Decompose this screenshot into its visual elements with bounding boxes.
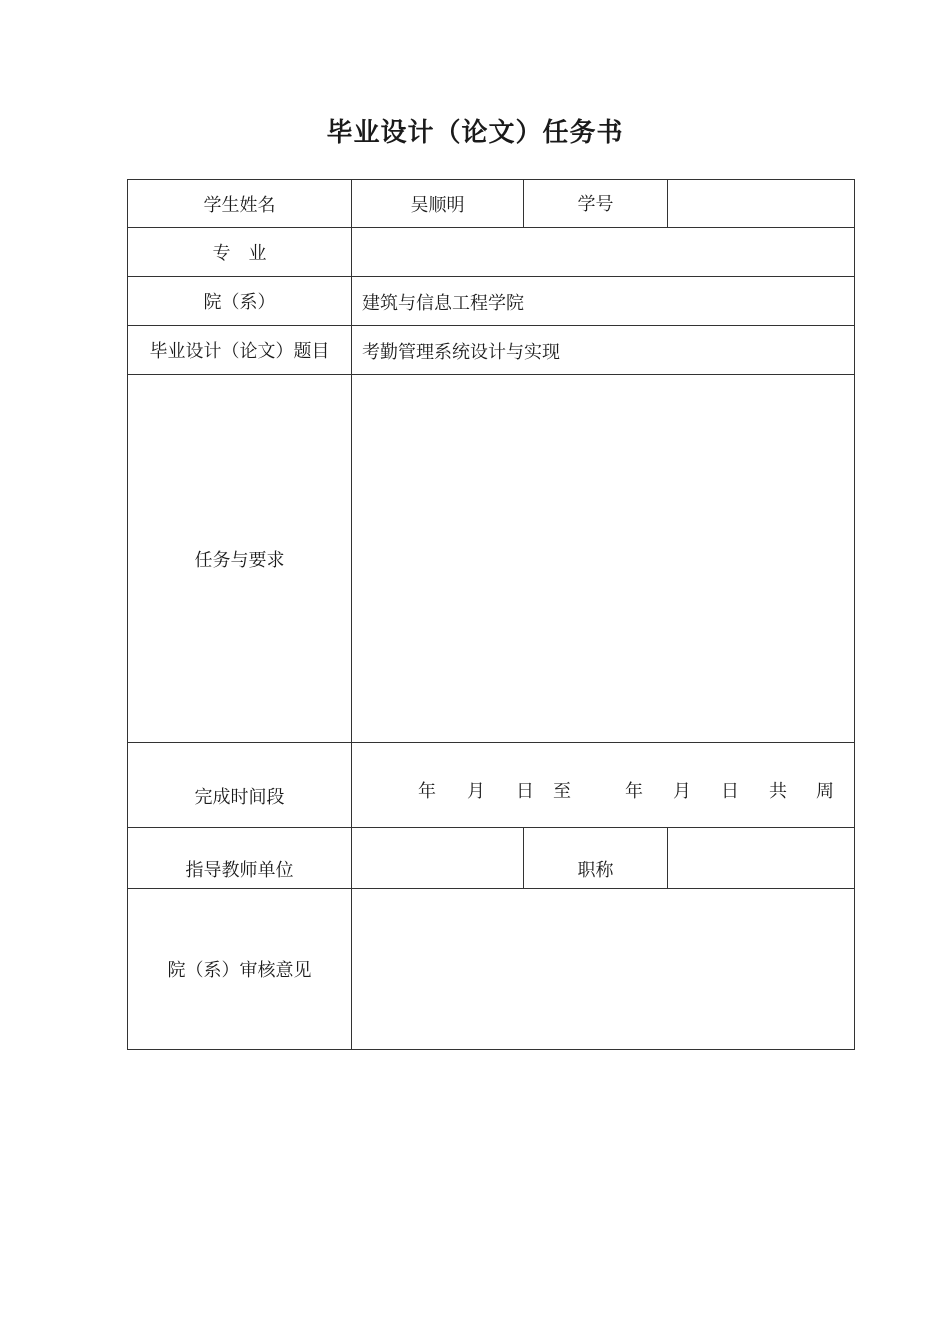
period-total: 共 (769, 781, 787, 802)
task-value (352, 375, 855, 743)
department-row (128, 277, 855, 326)
period-value (352, 743, 855, 828)
department-value: 建筑与信息工程学院 (352, 277, 855, 326)
title-rank-label: 职称 (524, 828, 668, 889)
advisor-unit-value (352, 828, 524, 889)
period-month-1: 月 (467, 781, 485, 802)
student-id-label: 学号 (524, 180, 668, 228)
review-label: 院（系）审核意见 (128, 889, 352, 1050)
student-row (128, 180, 855, 228)
major-value (352, 228, 855, 277)
document-title: 毕业设计（论文）任务书 (326, 118, 624, 148)
task-label: 任务与要求 (128, 375, 352, 743)
topic-value: 考勤管理系统设计与实现 (352, 326, 855, 375)
student-name-label: 学生姓名 (128, 180, 352, 228)
review-value (352, 889, 855, 1050)
period-row (128, 743, 855, 828)
period-label: 完成时间段 (128, 743, 352, 828)
period-day-1: 日 (516, 781, 534, 802)
period-year-1: 年 (418, 781, 436, 802)
advisor-unit-label: 指导教师单位 (128, 828, 352, 889)
title-rank-value (668, 828, 855, 889)
topic-row (128, 326, 855, 375)
major-row (128, 228, 855, 277)
advisor-row (128, 828, 855, 889)
period-month-2: 月 (673, 781, 691, 802)
period-year-2: 年 (625, 781, 643, 802)
topic-label: 毕业设计（论文）题目 (128, 326, 352, 375)
review-row (128, 889, 855, 1050)
department-label: 院（系） (128, 277, 352, 326)
period-to: 至 (553, 781, 571, 802)
student-id-value (668, 180, 855, 228)
major-label: 专 业 (128, 228, 352, 277)
task-form-table (127, 179, 855, 1050)
period-week: 周 (816, 781, 834, 802)
student-name-value: 吴顺明 (352, 180, 524, 228)
period-day-2: 日 (721, 781, 739, 802)
task-row (128, 375, 855, 743)
